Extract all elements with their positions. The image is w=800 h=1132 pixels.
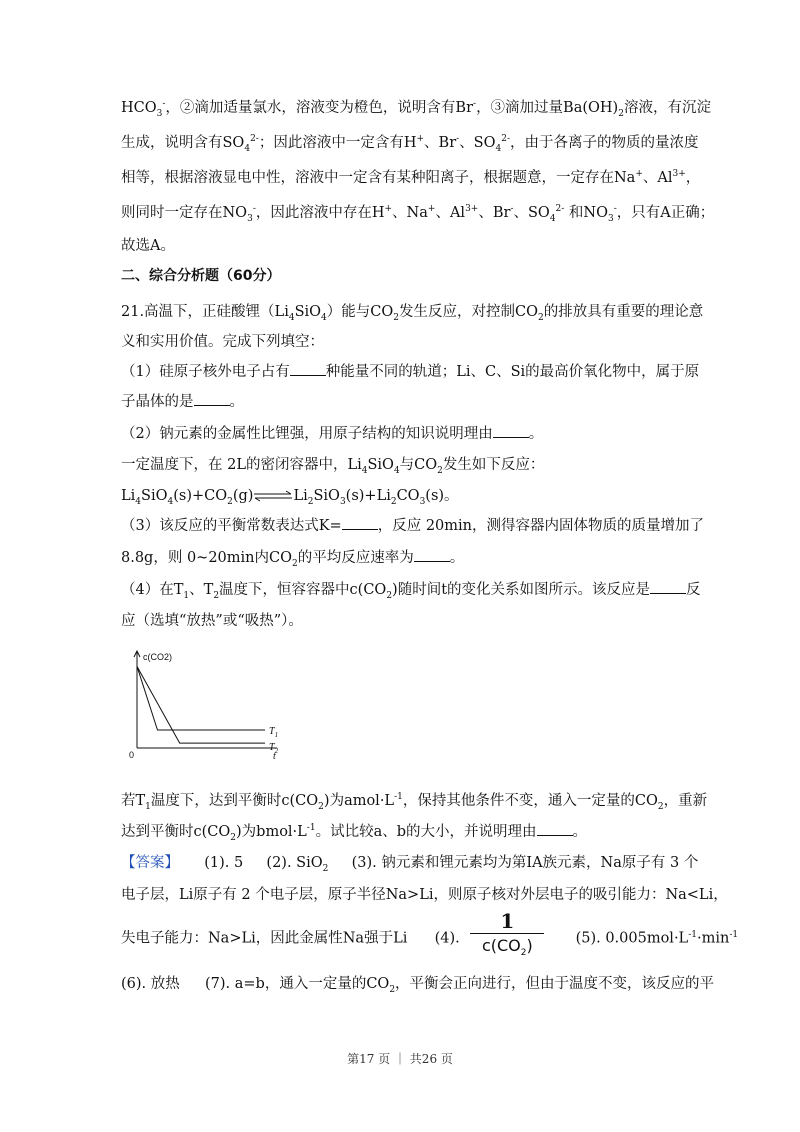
superscript: - xyxy=(162,99,166,110)
text: 21.高温下，正硅酸锂（Li xyxy=(121,304,289,320)
subscript: 2 xyxy=(393,312,399,323)
question-part-1 xyxy=(121,360,699,381)
answer-line xyxy=(121,883,728,904)
subscript: 4 xyxy=(167,496,174,507)
subscript: 3 xyxy=(419,496,426,507)
text: 、Na xyxy=(392,205,428,221)
section-title: 二、综合分析题（60分） xyxy=(121,268,281,284)
text: SiO xyxy=(294,304,322,320)
superscript: -1 xyxy=(729,929,739,940)
text-line xyxy=(121,96,711,119)
text: (s)+Li xyxy=(345,488,391,504)
subscript: 2 xyxy=(213,590,220,601)
text: 反 xyxy=(686,582,701,598)
text: Li xyxy=(293,488,308,504)
fraction-bar xyxy=(470,933,544,934)
question-part-5 xyxy=(121,820,587,843)
text: 生成，说明含有SO xyxy=(121,135,245,151)
text: 义和实用价值。完成下列填空： xyxy=(121,334,324,350)
text: ，②滴加适量氯水，溶液变为橙色，说明含有Br xyxy=(165,100,474,116)
text: CO xyxy=(396,488,420,504)
superscript: -1 xyxy=(306,823,316,834)
text: （4）在T xyxy=(121,582,184,598)
text: Li xyxy=(121,488,136,504)
subscript: 4 xyxy=(244,143,251,154)
subscript: 4 xyxy=(321,312,327,323)
text: 的排放具有重要的理论意 xyxy=(543,304,704,320)
answer-blank xyxy=(414,549,450,562)
subscript: 2 xyxy=(389,984,396,995)
answer-line xyxy=(121,972,714,995)
question-part-1 xyxy=(121,390,244,411)
subscript: 2 xyxy=(390,496,397,507)
text: （2）钠元素的金属性比锂强，用原子结构的知识说明理由 xyxy=(121,426,493,442)
answer-blank xyxy=(537,823,573,836)
text: 应（选填“放热”或“吸热”）。 xyxy=(121,613,303,629)
text: ；因此溶液中一定含有H xyxy=(258,135,417,151)
text: 若T xyxy=(121,793,146,809)
superscript: 2- xyxy=(501,134,511,145)
subscript: 3 xyxy=(247,213,253,224)
text: ，由于各离子的物质的量浓度 xyxy=(510,135,699,151)
superscript: + xyxy=(635,169,643,180)
text: 的平均反应速率为 xyxy=(297,550,414,566)
subscript: 3 xyxy=(339,496,346,507)
concentration-time-chart xyxy=(127,648,277,762)
series-label-T1: $T_1$ xyxy=(269,726,279,740)
subscript: 2 xyxy=(537,312,544,323)
text: ，③滴加过量Ba(OH) xyxy=(476,100,619,116)
question-part-4 xyxy=(121,578,701,601)
subscript: 4 xyxy=(361,465,368,476)
superscript: + xyxy=(384,204,393,215)
text: （3）该反应的平衡常数表达式K= xyxy=(121,518,342,534)
subscript: 3 xyxy=(156,108,163,119)
subscript: 2 xyxy=(322,863,329,874)
superscript: 3+ xyxy=(672,169,686,180)
text: ）能与CO xyxy=(326,304,394,320)
subscript: 4 xyxy=(393,465,400,476)
page-footer: 第17 页 ｜ 共26 页 xyxy=(347,1052,453,1066)
superscript: -1 xyxy=(688,929,697,940)
fraction-denominator: $c(CO_2)$ xyxy=(481,936,533,959)
question-line xyxy=(121,330,324,351)
text: (s)。 xyxy=(425,488,459,504)
superscript: + xyxy=(416,134,425,145)
text: ，反应 20min，测得容器内固体物质的质量增加了 xyxy=(377,518,705,534)
text: 一定温度下，在 2L的密闭容器中，Li xyxy=(121,457,362,473)
text: 、Br xyxy=(424,135,457,151)
answer-line xyxy=(121,851,698,874)
subscript: 2 xyxy=(657,801,664,812)
answer-blank xyxy=(342,517,378,530)
answer-blank xyxy=(290,363,326,376)
subscript: 2 xyxy=(386,590,393,601)
subscript: 4 xyxy=(288,312,295,323)
text: 达到平衡时c(CO xyxy=(121,824,231,840)
superscript: - xyxy=(473,99,477,110)
section-heading xyxy=(121,265,280,285)
text: ，只有A正确； xyxy=(616,205,715,221)
text: 发生如下反应： xyxy=(442,457,545,473)
text: 和NO xyxy=(564,205,609,221)
text: 失电子能力：Na>Li，因此金属性Na强于Li xyxy=(121,930,408,947)
answer-blank xyxy=(650,581,686,594)
text: 、Br xyxy=(478,205,511,221)
answer-line xyxy=(121,909,739,962)
superscript: -1 xyxy=(394,792,403,803)
text-line xyxy=(121,201,714,224)
text: ，因此溶液中存在H xyxy=(255,205,385,221)
text: (g) xyxy=(232,488,254,504)
superscript: - xyxy=(456,134,460,145)
fraction-answer xyxy=(470,911,544,958)
text: SiO xyxy=(141,488,168,504)
answer-5: (5). 0.005mol·L xyxy=(575,930,689,947)
text: 。 xyxy=(449,550,465,566)
subscript: 4 xyxy=(549,213,556,224)
text-line: 相等，根据溶液显电中性，溶液中一定含有某种阳离子，根据题意，一定存在Na+、$Al^{3+}$， xyxy=(121,169,701,186)
answer-4: (4). xyxy=(434,930,460,947)
text: SiO xyxy=(313,488,340,504)
answer-2: (2). SiO xyxy=(266,855,323,871)
text: 则同时一定存在NO xyxy=(121,205,248,221)
text: ，平衡会正向进行，但由于温度不变，该反应的平 xyxy=(395,976,715,992)
subscript: 2 xyxy=(230,832,236,843)
text: 温度下，恒容容器中c(CO xyxy=(219,582,387,598)
question-part-3 xyxy=(121,514,704,535)
text: 、Al xyxy=(642,170,673,186)
subscript: 2 xyxy=(318,801,324,812)
origin-label: 0 xyxy=(129,750,135,760)
question-part-3 xyxy=(121,546,464,569)
text: )随时间t的变化关系如图所示。该反应是 xyxy=(392,582,651,598)
text: )为bmol·L xyxy=(236,824,307,840)
text: SiO xyxy=(367,457,394,473)
text: )为amol·L xyxy=(323,793,395,809)
chemical-equation xyxy=(121,484,459,507)
text: 。 xyxy=(229,394,244,410)
text: 、SO xyxy=(513,205,550,221)
answer-tag: 【答案】 xyxy=(121,855,179,871)
answer-1: (1). 5 xyxy=(204,855,244,871)
superscript: - xyxy=(252,204,256,215)
question-part-5: 若$T_1$温度下，达到平衡时$c(CO_2)$为$amol\cdot L^{-1}$，保持其他条件不变，通入一定量的$CO_2$，重新 xyxy=(121,792,708,812)
subscript: 3 xyxy=(608,213,614,224)
question-part-4 xyxy=(121,609,303,630)
superscript: - xyxy=(613,204,617,215)
subscript: 2 xyxy=(291,558,298,569)
equilibrium-arrow-icon xyxy=(253,490,293,502)
answer-6: (6). 放热 xyxy=(121,976,180,992)
superscript: 2- xyxy=(555,204,565,215)
text: 故选A。 xyxy=(121,238,175,254)
question-part-2 xyxy=(121,422,543,443)
superscript: 2- xyxy=(250,134,259,145)
text: 电子层，Li原子有 2 个电子层，原子半径Na>Li，则原子核对外层电子的吸引能力：Na<Li， xyxy=(121,887,728,903)
series-line-T2 xyxy=(137,666,265,743)
superscript: 3+ xyxy=(465,204,479,215)
answer-3: (3). 钠元素和锂元素均为第ⅠA族元素，Na原子有 3 个 xyxy=(351,855,699,871)
text: 、T xyxy=(189,582,214,598)
subscript-1: 1 xyxy=(183,590,190,601)
text: 子晶体的是 xyxy=(121,394,194,410)
text: 相等，根据溶液显电中性，溶液中一定含有某种阳离子，根据题意，一定存在Na xyxy=(121,170,636,186)
text: 8.8g，则 0~20min内CO xyxy=(121,550,292,566)
text: (s)+CO xyxy=(173,488,228,504)
superscript: + xyxy=(427,204,436,215)
subscript: 2 xyxy=(307,496,314,507)
text: ·min xyxy=(696,930,730,947)
text: HCO xyxy=(121,100,157,116)
answer-7: (7). a=b，通入一定量的CO xyxy=(204,976,390,992)
text-line xyxy=(121,131,699,154)
x-axis-label: t xyxy=(273,751,276,762)
text: 发生反应，对控制CO xyxy=(398,304,538,320)
series-line-T1 xyxy=(137,666,265,730)
text: ，保持其他条件不变，通入一定量的CO xyxy=(402,793,658,809)
subscript: 4 xyxy=(495,143,502,154)
y-axis-label: c(CO2) xyxy=(143,652,172,662)
text: 。 xyxy=(528,426,544,442)
text-line xyxy=(121,453,544,476)
text: 与CO xyxy=(399,457,438,473)
superscript: - xyxy=(510,204,514,215)
subscript: 2 xyxy=(437,465,443,476)
fraction-numerator: 1 xyxy=(500,909,515,933)
text: ，重新 xyxy=(663,793,708,809)
text: 温度下，达到平衡时c(CO xyxy=(150,793,319,809)
answer-blank xyxy=(194,393,230,406)
text: （1）硅原子核外电子占有 xyxy=(121,364,290,380)
answer-blank xyxy=(493,425,529,438)
text: 。 xyxy=(572,824,588,840)
text: 、SO xyxy=(459,135,496,151)
subscript: 2 xyxy=(227,496,233,507)
text: 种能量不同的轨道；Li、C、Si的最高价氧化物中，属于原 xyxy=(325,364,700,380)
text-line xyxy=(121,234,175,255)
subscript: 4 xyxy=(135,496,142,507)
series-label-T2: $T_2$ xyxy=(269,742,279,756)
question-line xyxy=(121,300,703,323)
subscript: 2 xyxy=(618,108,624,119)
text: 、Al xyxy=(435,205,466,221)
text: 。试比较a、b的大小，并说明理由 xyxy=(315,824,537,840)
text: 溶液，有沉淀 xyxy=(623,100,711,116)
subscript: 2 xyxy=(520,948,527,959)
